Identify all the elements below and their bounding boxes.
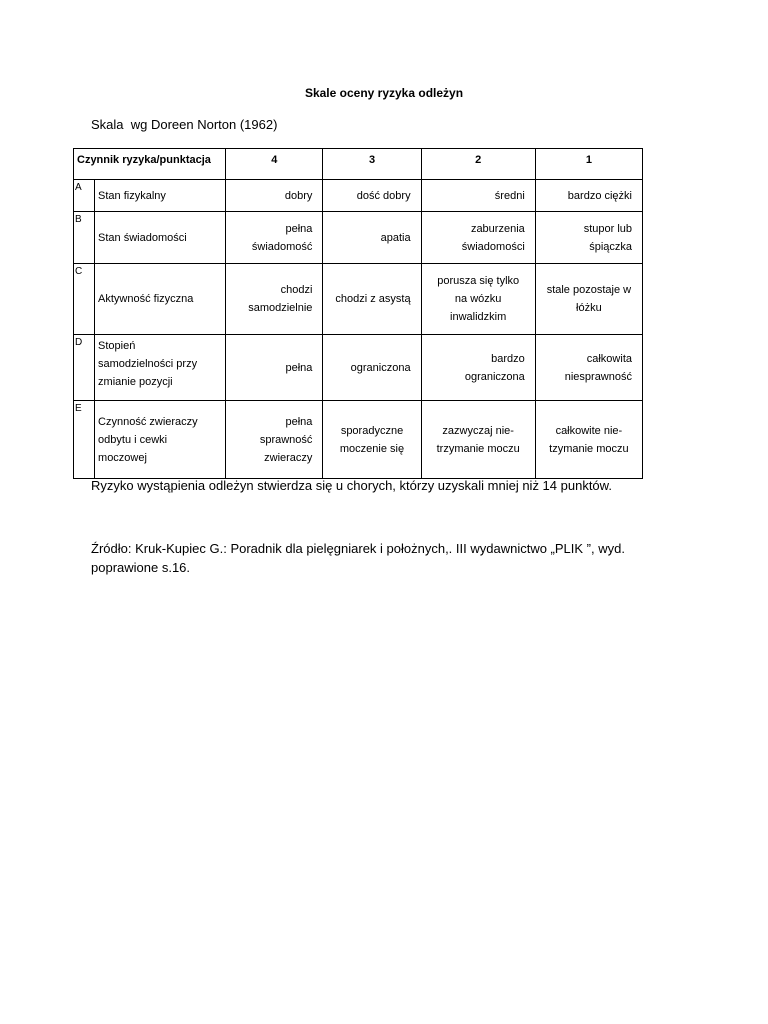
risk-factor: Stopień samodzielności przy zmianie pozycji [95, 335, 226, 401]
norton-scale-table [73, 148, 643, 479]
score-3-cell: dość dobry [323, 180, 421, 212]
header-score-2: 2 [421, 149, 535, 180]
score-1-cell: całkowita niesprawność [535, 335, 642, 401]
risk-threshold-note: Ryzyko wystąpienia odleżyn stwierdza się u chorych, którzy uzyskali mniej niż 14 punktów. [91, 478, 612, 493]
risk-factor: Stan świadomości [95, 212, 226, 264]
risk-factor: Stan fizykalny [95, 180, 226, 212]
score-1-cell: stale pozostaje w łóżku [535, 264, 642, 335]
score-2-cell: porusza się tylko na wózku inwalidzkim [421, 264, 535, 335]
score-3-cell: sporadyczne moczenie się [323, 401, 421, 479]
header-score-1: 1 [535, 149, 642, 180]
table-row [74, 401, 643, 479]
score-1-cell: całkowite nie- tzymanie moczu [535, 401, 642, 479]
header-label: Czynnik ryzyka/punktacja [74, 149, 226, 180]
risk-factor: Czynność zwieraczy odbytu i cewki moczowej [95, 401, 226, 479]
row-letter: C [74, 264, 95, 335]
table-row [74, 212, 643, 264]
score-4-cell: pełna świadomość [226, 212, 323, 264]
score-4-cell: pełna [226, 335, 323, 401]
row-letter: D [74, 335, 95, 401]
score-4-cell: pełna sprawność zwieraczy [226, 401, 323, 479]
header-score-4: 4 [226, 149, 323, 180]
table-row [74, 335, 643, 401]
table-header-row [74, 149, 643, 180]
table-row [74, 264, 643, 335]
score-3-cell: chodzi z asystą [323, 264, 421, 335]
score-2-cell: bardzo ograniczona [421, 335, 535, 401]
document-title: Skale oceny ryzyka odleżyn [304, 86, 464, 100]
score-2-cell: zaburzenia świadomości [421, 212, 535, 264]
score-2-cell: zazwyczaj nie- trzymanie moczu [421, 401, 535, 479]
source-citation: Źródło: Kruk-Kupiec G.: Poradnik dla pielęgniarek i położnych,. III wydawnictwo „PLIK ”, wyd. poprawione s.16. [91, 541, 625, 575]
score-4-cell: chodzi samodzielnie [226, 264, 323, 335]
risk-factor: Aktywność fizyczna [95, 264, 226, 335]
score-1-cell: stupor lub śpiączka [535, 212, 642, 264]
row-letter: A [74, 180, 95, 212]
header-score-3: 3 [323, 149, 421, 180]
score-4-cell: dobry [226, 180, 323, 212]
score-3-cell: ograniczona [323, 335, 421, 401]
score-1-cell: bardzo ciężki [535, 180, 642, 212]
row-letter: B [74, 212, 95, 264]
score-3-cell: apatia [323, 212, 421, 264]
score-2-cell: średni [421, 180, 535, 212]
document-subtitle: Skala wg Doreen Norton (1962) [91, 117, 278, 132]
row-letter: E [74, 401, 95, 479]
table-row [74, 180, 643, 212]
